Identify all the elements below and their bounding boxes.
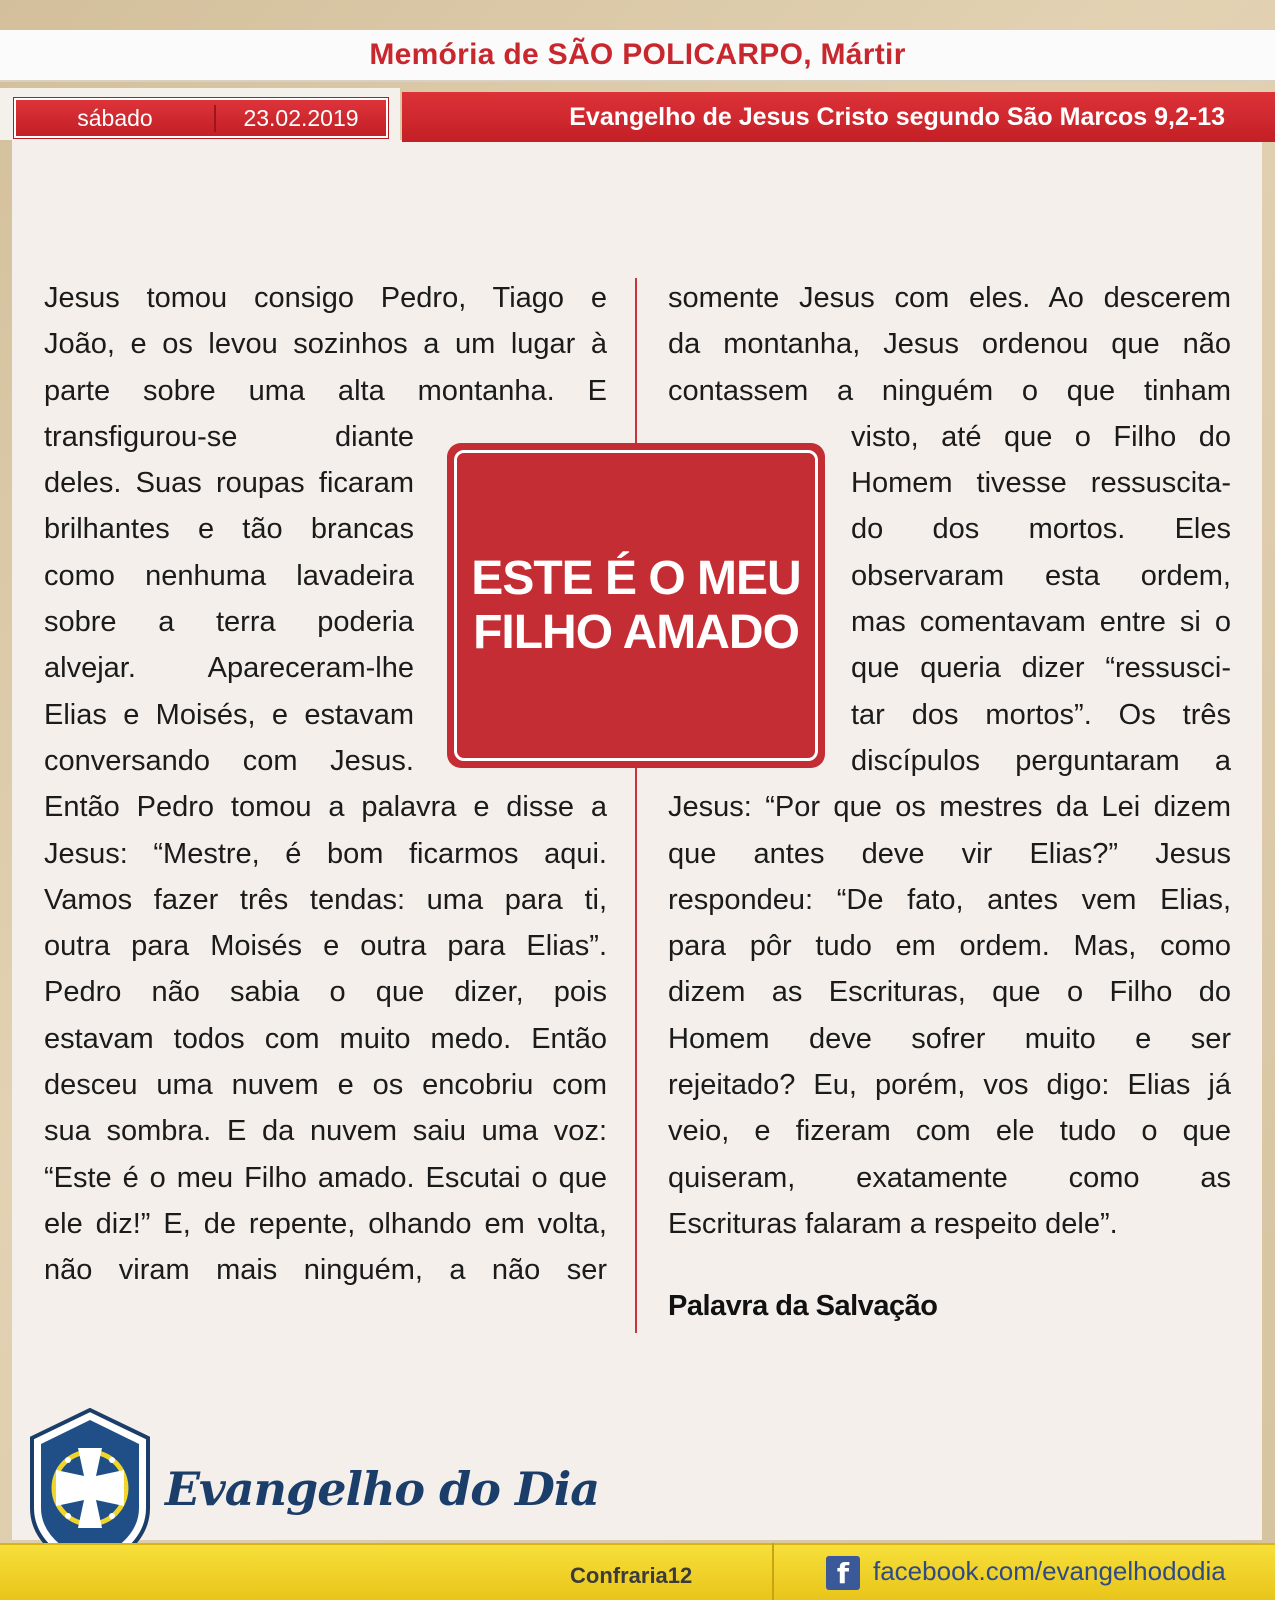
title-bar [0, 30, 1275, 82]
text-line: somente Jesus com eles. Ao descerem [668, 282, 1231, 314]
text-line: da montanha, Jesus ordenou que não [668, 328, 1231, 361]
column-divider [635, 278, 637, 1333]
text-line: veio, e fizeram com ele tudo o que [668, 1115, 1231, 1148]
left-text-column [44, 275, 607, 1294]
text-line: que antes deve vir Elias?” Jesus [668, 837, 1231, 870]
text-line: Então Pedro tomou a palavra e disse a [44, 791, 607, 824]
text-line: discípulos perguntaram a [851, 744, 1231, 777]
text-line: Jesus: “Por que os mestres da Lei dizem [668, 791, 1231, 824]
text-line: ele diz!” E, de repente, olhando em volta, [44, 1207, 607, 1240]
date-label: 23.02.2019 [243, 104, 359, 131]
text-line: “Este é o meu Filho amado. Escutai o que [44, 1161, 607, 1194]
text-line: respondeu: “De fato, antes vem Elias, [668, 883, 1231, 916]
text-line: Jesus tomou consigo Pedro, Tiago e [44, 282, 607, 314]
closing-phrase: Palavra da Salvação [668, 1290, 938, 1322]
text-line: Vamos fazer três tendas: uma para ti, [44, 883, 607, 916]
text-line: brilhantes e tão brancas [44, 513, 414, 546]
text-line: desceu uma nuvem e os encobriu com [44, 1069, 607, 1102]
text-line: para pôr tudo em ordem. Mas, como [668, 930, 1231, 963]
quote-callout-text: ESTE É O MEU FILHO AMADO [471, 551, 801, 659]
facebook-icon[interactable]: f [826, 1556, 860, 1590]
text-line: sua sombra. E da nuvem saiu uma voz: [44, 1115, 607, 1148]
facebook-link[interactable]: facebook.com/evangelhododia [873, 1556, 1226, 1586]
quote-callout [447, 443, 825, 768]
text-line: observaram esta ordem, [851, 559, 1231, 592]
text-line: rejeitado? Eu, porém, vos digo: Elias já [668, 1069, 1231, 1102]
text-line: parte sobre uma alta montanha. E [44, 374, 607, 407]
text-line: outra para Moisés e outra para Elias”. [44, 930, 607, 963]
text-line: mas comentavam entre si o [851, 606, 1231, 639]
text-line: Homem deve sofrer muito e ser [668, 1022, 1231, 1055]
text-line: tar dos mortos”. Os três [851, 698, 1231, 731]
footer-left-text: Confraria12 [570, 1563, 693, 1588]
text-line: alvejar. Apareceram-lhe [44, 652, 414, 685]
text-line: contassem a ninguém o que tinham [668, 374, 1231, 407]
weekday-label: sábado [16, 105, 216, 132]
text-line: não viram mais ninguém, a não ser [44, 1254, 607, 1287]
text-line: transfigurou-se diante [44, 420, 414, 453]
text-line: Elias e Moisés, e estavam [44, 698, 414, 731]
text-line: como nenhuma lavadeira [44, 559, 414, 592]
text-line: sobre a terra poderia [44, 606, 414, 639]
gospel-reference: Evangelho de Jesus Cristo segundo São Marcos 9,2-13 [569, 102, 1225, 131]
text-line: que queria dizer “ressusci- [851, 652, 1231, 685]
quote-callout-frame [454, 450, 818, 761]
text-line: visto, até que o Filho do [851, 420, 1231, 453]
text-line: quiseram, exatamente como as [668, 1161, 1231, 1194]
brand-name: Evangelho do Dia [165, 1462, 600, 1516]
text-line: dizem as Escrituras, que o Filho do [668, 976, 1231, 1009]
text-line: do dos mortos. Eles [851, 513, 1231, 546]
footer-divider [772, 1543, 774, 1600]
text-line: Pedro não sabia o que dizer, pois [44, 976, 607, 1009]
page-title: Memória de SÃO POLICARPO, Mártir [369, 38, 906, 71]
text-line: Homem tivesse ressuscita- [851, 467, 1231, 500]
text-line: deles. Suas roupas ficaram [44, 467, 414, 500]
text-line: Jesus: “Mestre, é bom ficarmos aqui. [44, 837, 607, 870]
date-badge [14, 98, 388, 138]
gospel-reference-bar [402, 92, 1275, 142]
text-line: estavam todos com muito medo. Então [44, 1022, 607, 1055]
text-line: Escrituras falaram a respeito dele”. [668, 1207, 1118, 1240]
text-line: João, e os levou sozinhos a um lugar à [44, 328, 607, 361]
text-line: conversando com Jesus. [44, 744, 414, 777]
